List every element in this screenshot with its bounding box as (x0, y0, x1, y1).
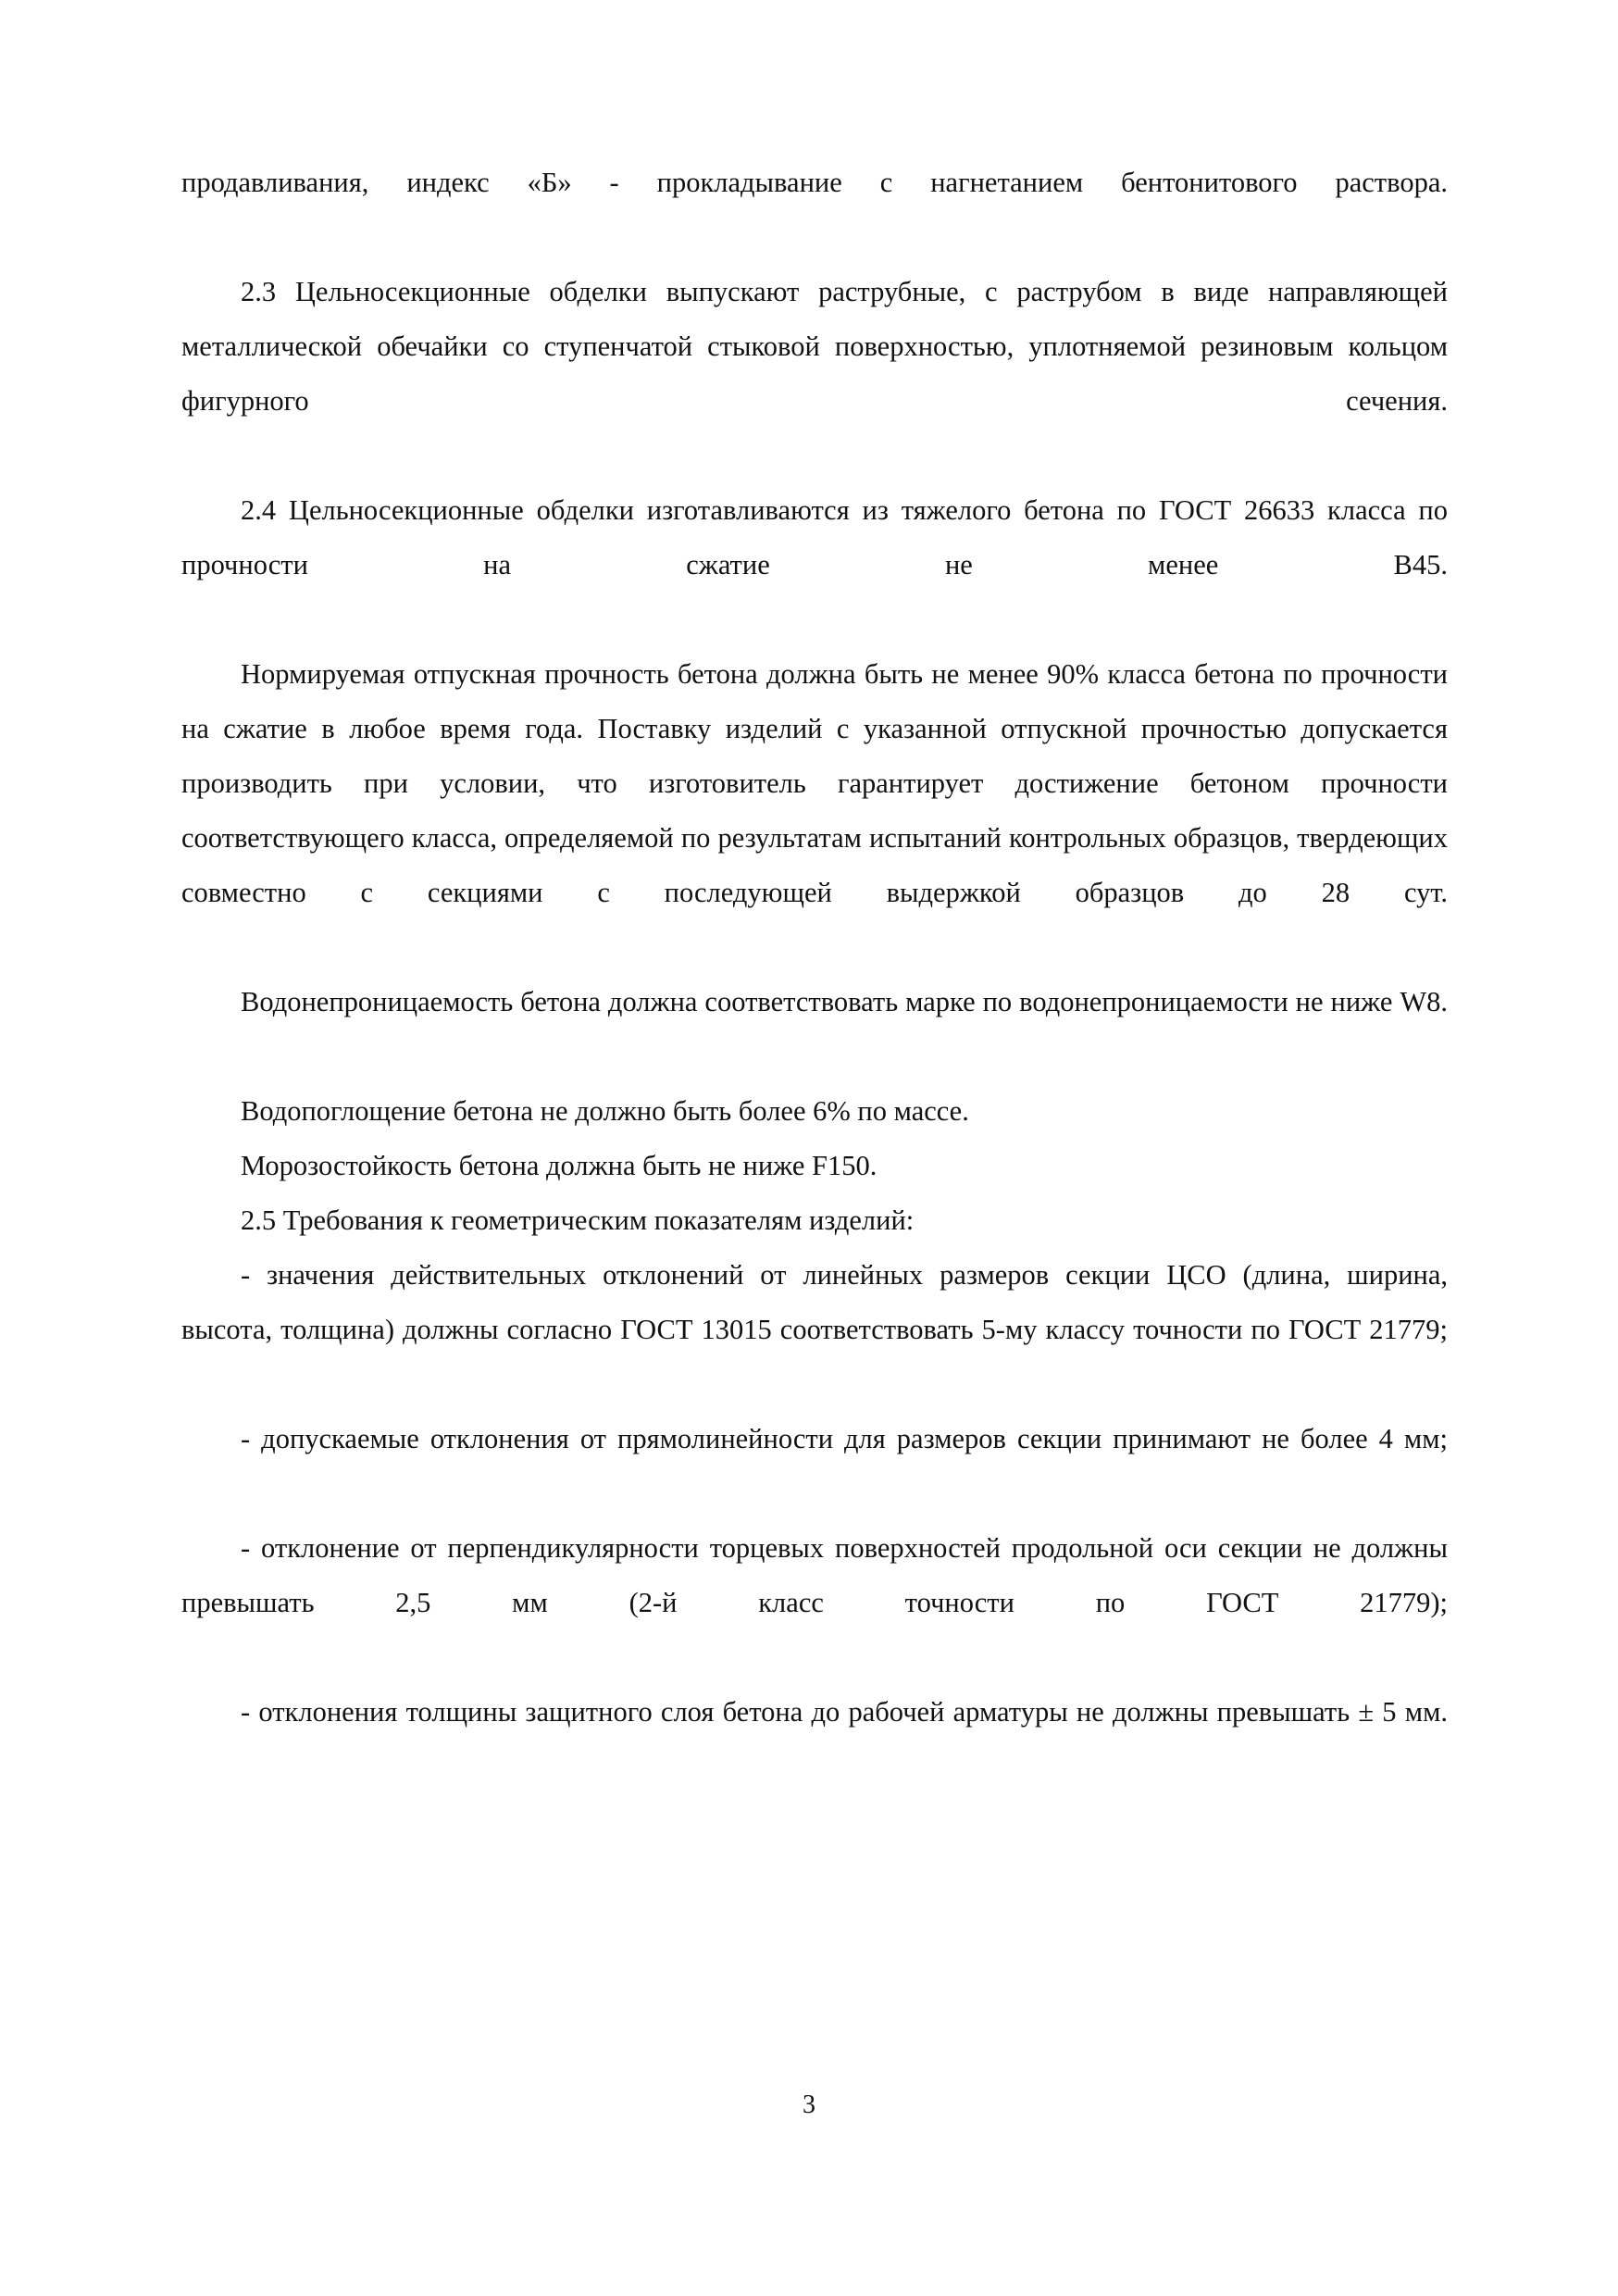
list-item-otklonenie-perpendikulyarnosti: - отклонение от перпендикулярности торцевых поверхностей продольной оси секции не должны превышать 2,5 мм (2-й класс точности по ГОСТ 21779); (181, 1532, 1448, 1618)
list-item-otkloneniya-lineynykh-razmerov: - значения действительных отклонений от линейных размеров секции ЦСО (длина, ширина, высота, толщина) должны согласно ГОСТ 13015 соответствовать 5-му классу точности по ГОСТ 21779; (181, 1259, 1448, 1345)
list-item-otkloneniya-tolshchiny-zashchitnogo-sloya: - отклонения толщины защитного слоя бетона до рабочей арматуры не должны превышать ± 5 мм. (241, 1696, 1448, 1728)
paragraph-normiruemaya-otpusknaya-prochnost: Нормируемая отпускная прочность бетона должна быть не менее 90% класса бетона по прочности на сжатие в любое время года. Поставку изделий с указанной отпускной прочностью допускается производить при условии, что изготовитель гарантирует достижение бетоном прочности соответствующего класса, определяемой по результатам испытаний контрольных образцов, твердеющих совместно с секциями с последующей выдержкой образцов до 28 сут. (181, 658, 1448, 908)
paragraph-vodonepronicaemost: Водонепроницаемость бетона должна соответствовать марке по водонепроницаемости не ниже W8. (241, 986, 1448, 1017)
paragraph-vodopogloshchenie: Водопоглощение бетона не должно быть более 6% по массе. (241, 1095, 969, 1127)
list-item-otkloneniya-pryamolineynosti: - допускаемые отклонения от прямолинейности для размеров секции принимают не более 4 мм; (241, 1423, 1448, 1454)
paragraph-2-4: 2.4 Цельносекционные обделки изготавливаются из тяжелого бетона по ГОСТ 26633 класса по прочности на сжатие не менее В45. (181, 494, 1448, 580)
page-number: 3 (803, 2090, 815, 2119)
paragraph-morozostoykost: Морозостойкость бетона должна быть не ниже F150. (241, 1150, 877, 1181)
document-body (181, 156, 1448, 1794)
paragraph-2-3: 2.3 Цельносекционные обделки выпускают раструбные, с раструбом в виде направляющей металлической обечайки со ступенчатой стыковой поверхностью, уплотняемой резиновым кольцом фигурного сечения. (181, 276, 1448, 417)
paragraph-continuation-prodavlivaniya: продавливания, индекс «Б» - прокладывание с нагнетанием бентонитового раствора. (181, 167, 1448, 198)
paragraph-2-5: 2.5 Требования к геометрическим показателям изделий: (241, 1204, 915, 1236)
